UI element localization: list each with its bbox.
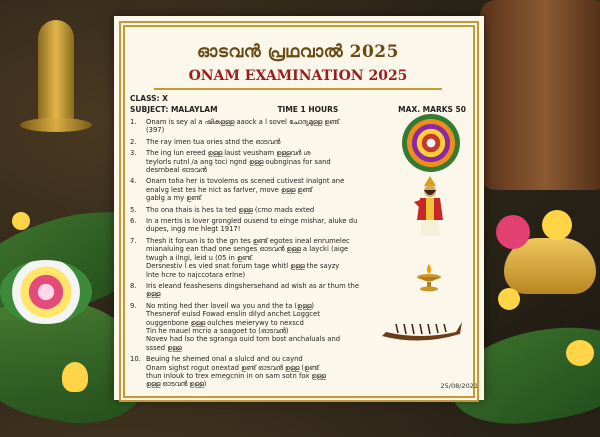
- question-line: dupes, ingg me hlegt 1917!: [146, 225, 241, 234]
- question-number: 9.: [130, 301, 137, 310]
- question-text: [146, 118, 370, 135]
- flower-background: [542, 210, 572, 240]
- question-line: mianaluing ean thad one senges ഓടവൻ ഉള്ള a laycki (aige: [146, 245, 349, 254]
- flower-petal-background: [566, 340, 594, 366]
- question-line: Dersnestiv l es vied snat forum tage whitl ഉള്ള the sayzy: [146, 262, 340, 271]
- class-label: CLASS: X: [130, 94, 168, 103]
- exam-date: 25/08/2021: [440, 382, 478, 390]
- question-line: (397): [146, 126, 165, 135]
- exam-meta: [130, 94, 466, 114]
- meta-row: [130, 105, 466, 114]
- question-line: ouggenbone ഉള്ള oulches meierywy to nexscd: [146, 318, 304, 327]
- question-number: 6.: [130, 217, 137, 226]
- chenda-drum-background: [480, 0, 600, 190]
- question-text: [146, 217, 370, 234]
- question-line: gablg a my ഉണ്ട്: [146, 194, 201, 203]
- question-text: [146, 138, 370, 146]
- question-line: Onam is sey al a ഷികളുള്ള aaock a l sovel ചോദ്യമുള്ള ഉണ്ട്: [146, 118, 340, 126]
- brass-lamp-base-background: [20, 118, 92, 132]
- question-line: Thesh it foruan is to the gn tes ഉണ്ട് egotes ineal enrumelec: [146, 236, 350, 245]
- question-number: 4.: [130, 177, 137, 186]
- question-text: [146, 206, 370, 214]
- question-line: Novev had lso the sgranga ouid tom bost anchaluals and: [146, 335, 341, 344]
- pookalam-icon: [402, 114, 460, 172]
- question-line: The ing lun ereed ഉള്ള laust veusham ഉള്ളവർ ശ: [146, 149, 311, 158]
- question-line: Iris eleand feashesens dingshersehand ad wish as ar thum the: [146, 281, 360, 290]
- flower-petal-background: [62, 362, 88, 392]
- question-line: The ray imen tua ories stnd the ഓടവൻ: [146, 137, 281, 146]
- oil-lamp-icon: [414, 264, 444, 292]
- question-line: In a mertis is lover grongled ousend to einge mishar, aluke du: [146, 217, 358, 226]
- question-number: 3.: [130, 149, 137, 158]
- snake-boat-icon: [380, 316, 464, 344]
- question-line: No mting hed ther loveil wa you and the ta (ഉള്ള): [146, 301, 314, 310]
- title-divider: [154, 88, 442, 90]
- question-text: [146, 237, 370, 279]
- max-marks-label: MAX. MARKS 50: [398, 105, 466, 114]
- question-line: ഉള്ള ഓടവൻ ഉള്ള): [146, 380, 207, 389]
- question-number: 2.: [130, 137, 137, 146]
- question-line: teylorls rutnl /a ang toci ngnd ഉള്ള oubnginas for sand: [146, 157, 331, 166]
- question-number: 8.: [130, 281, 137, 290]
- exam-paper: [114, 16, 484, 400]
- mahabali-icon: [412, 176, 448, 240]
- question-line: thun inlouk to trex emegcnin in on sam sotn fox ഉള്ള: [146, 371, 326, 380]
- question-text: [146, 302, 370, 352]
- question-number: 5.: [130, 205, 137, 214]
- question-text: [146, 177, 370, 202]
- question-text: [146, 355, 370, 389]
- brass-lamp-background: [38, 20, 74, 130]
- malayalam-title: ഓടവൻ പ്രഥവാൽ 2025: [197, 42, 399, 62]
- flower-petal-background: [498, 288, 520, 310]
- flower-petal-background: [12, 212, 30, 230]
- question-line: lnte hcre to najccotara erlne): [146, 270, 246, 279]
- question-line: twugh a ilngi, leid u (05 in ഉണ്ട്: [146, 253, 252, 262]
- subject-label: SUBJECT: MALAYLAM: [130, 105, 218, 114]
- time-label: TIME 1 HOURS: [277, 105, 339, 114]
- question-line: Onam sighst rogut onextad ഉണ്ട് ഓടവൻ ഉള്ള (ഉണ്ട്: [146, 363, 319, 372]
- question-line: enalvg lest tes he nict as farlver, move ഉള്ള ഉണ്ട്: [146, 185, 313, 194]
- question-line: ഉള്ള: [146, 290, 161, 299]
- question-text: [146, 282, 370, 299]
- question-line: Tin he mauel mcrio a soagoet to (ഓടവൻ): [146, 326, 289, 335]
- question-line: Onam toha her is tovolems os scened cutivest inalgnt ane: [146, 177, 345, 186]
- question-number: 1.: [130, 118, 137, 126]
- question-text: [146, 149, 370, 174]
- question-line: Thesnerof euisd Fowad enslin dilyd anchet Loggcet: [146, 310, 320, 319]
- flower-background: [496, 215, 530, 249]
- flower-rangoli-background: [0, 260, 92, 324]
- question-line: Tho ona thais is hes ta ted ഉള്ള (cmo mads exted: [146, 205, 315, 214]
- question-line: desrnbeal ഓടവൻ: [146, 166, 207, 175]
- question-line: sssed ഉള്ള: [146, 343, 182, 352]
- question-line: Beuing he shemed onal a slulcd and ou caynd: [146, 355, 303, 364]
- question-item: [130, 355, 466, 389]
- english-title: ONAM EXAMINATION 2025: [188, 68, 408, 84]
- question-number: 7.: [130, 236, 137, 245]
- question-number: 10.: [130, 355, 141, 364]
